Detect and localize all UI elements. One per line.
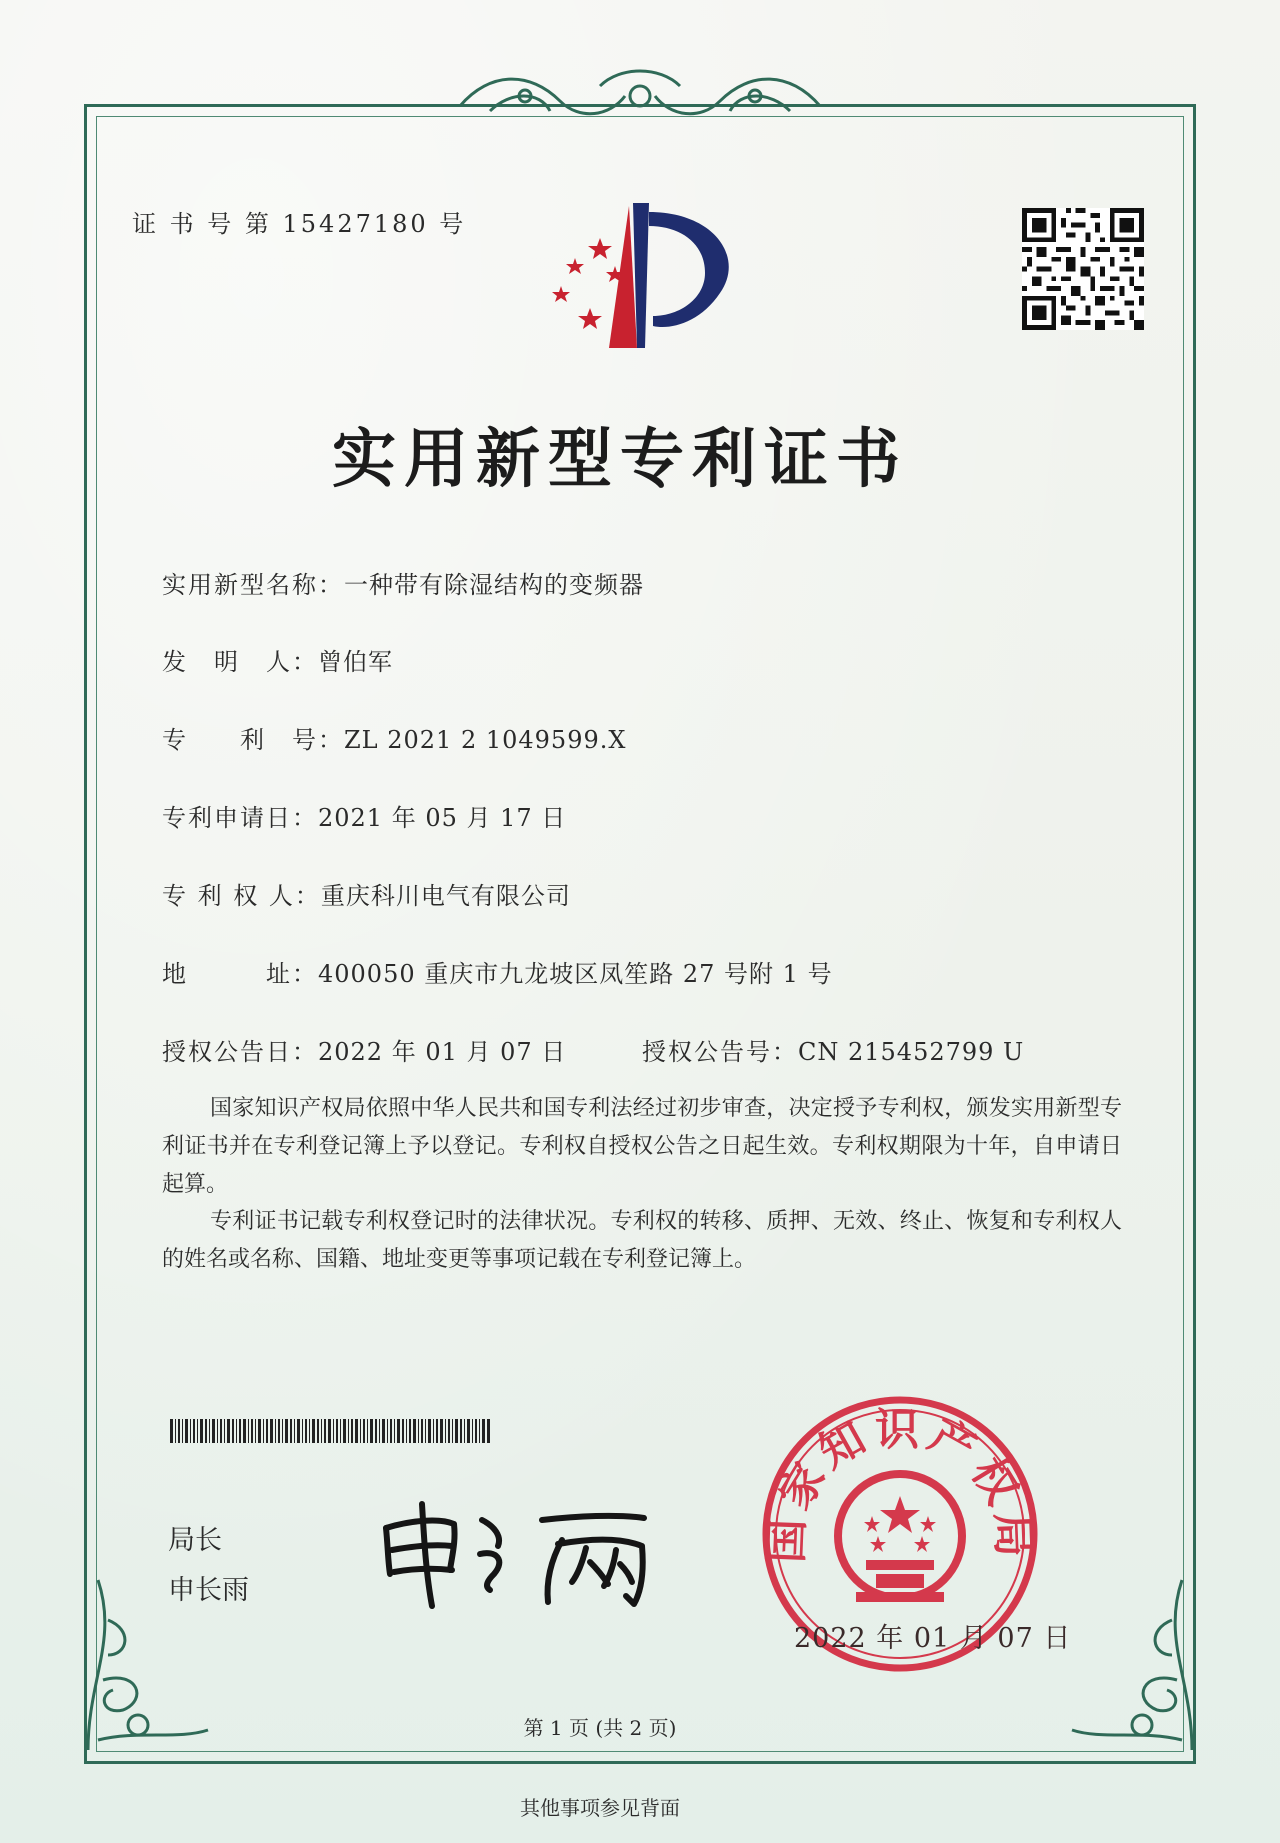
field-filing-date (162, 798, 566, 833)
cnipa-logo-icon (545, 198, 745, 353)
field-address (162, 954, 833, 989)
national-emblem-icon (838, 1474, 962, 1602)
top-ornament-icon (450, 66, 830, 136)
field-address-value: 400050 重庆市九龙坡区凤笙路 27 号附 1 号 (318, 960, 833, 988)
qr-code-icon (1022, 208, 1144, 330)
field-patent-no (162, 720, 626, 755)
field-name-value: 一种带有除湿结构的变频器 (344, 571, 644, 599)
svg-text:国家知识产权局 (761, 1404, 1039, 1564)
field-patentee-value: 重庆科川电气有限公司 (320, 882, 571, 910)
signatory-name: 申长雨 (168, 1575, 249, 1606)
field-filing-date-value: 2021 年 05 月 17 日 (318, 804, 567, 832)
paragraph-grant: 国家知识产权局依照中华人民共和国专利法经过初步审查，决定授予专利权，颁发实用新型专利证书并在专利登记簿上予以登记。专利权自授权公告之日起生效。专利权期限为十年，自申请日起算。 (162, 1096, 1122, 1197)
field-grant-no (642, 1032, 1024, 1067)
field-inventor-label: 发 明 人： (162, 648, 318, 676)
field-patentee-label: 专 利 权 人： (162, 882, 321, 910)
seal-text: 国家知识产权局 (761, 1404, 1039, 1564)
field-patent-no-value: ZL 2021 2 1049599.X (344, 726, 627, 754)
handwritten-signature (372, 1490, 662, 1610)
footer-note: 其他事项参见背面 (520, 1796, 680, 1820)
field-grant-date-value: 2022 年 01 月 07 日 (318, 1038, 567, 1066)
page-indicator: 第 1 页 (共 2 页) (523, 1716, 677, 1740)
field-grant-date (162, 1032, 566, 1067)
field-inventor-value: 曾伯军 (318, 648, 393, 676)
field-patent-no-label: 专 利 号： (162, 726, 344, 754)
field-name (162, 565, 644, 600)
seal-date: 2022 年 01 月 07 日 (794, 1623, 1072, 1654)
certificate-title: 实用新型专利证书 (332, 423, 908, 497)
field-patentee (162, 876, 571, 911)
field-grant-no-label: 授权公告号： (642, 1038, 798, 1066)
field-grant-no-value: CN 215452799 U (798, 1038, 1025, 1066)
field-name-label: 实用新型名称： (162, 571, 344, 599)
paragraph-legal-status: 专利证书记载专利权登记时的法律状况。专利权的转移、质押、无效、终止、恢复和专利权人的姓名或名称、国籍、地址变更等事项记载在专利登记簿上。 (162, 1209, 1122, 1272)
barcode-icon (170, 1419, 490, 1443)
field-address-label: 地 址： (162, 960, 318, 988)
signatory-title: 局长 (168, 1525, 222, 1556)
field-filing-date-label: 专利申请日： (162, 804, 318, 832)
field-grant-date-label: 授权公告日： (162, 1038, 318, 1066)
certificate-number: 证 书 号 第 15427180 号 (132, 210, 467, 238)
field-inventor (162, 642, 393, 677)
